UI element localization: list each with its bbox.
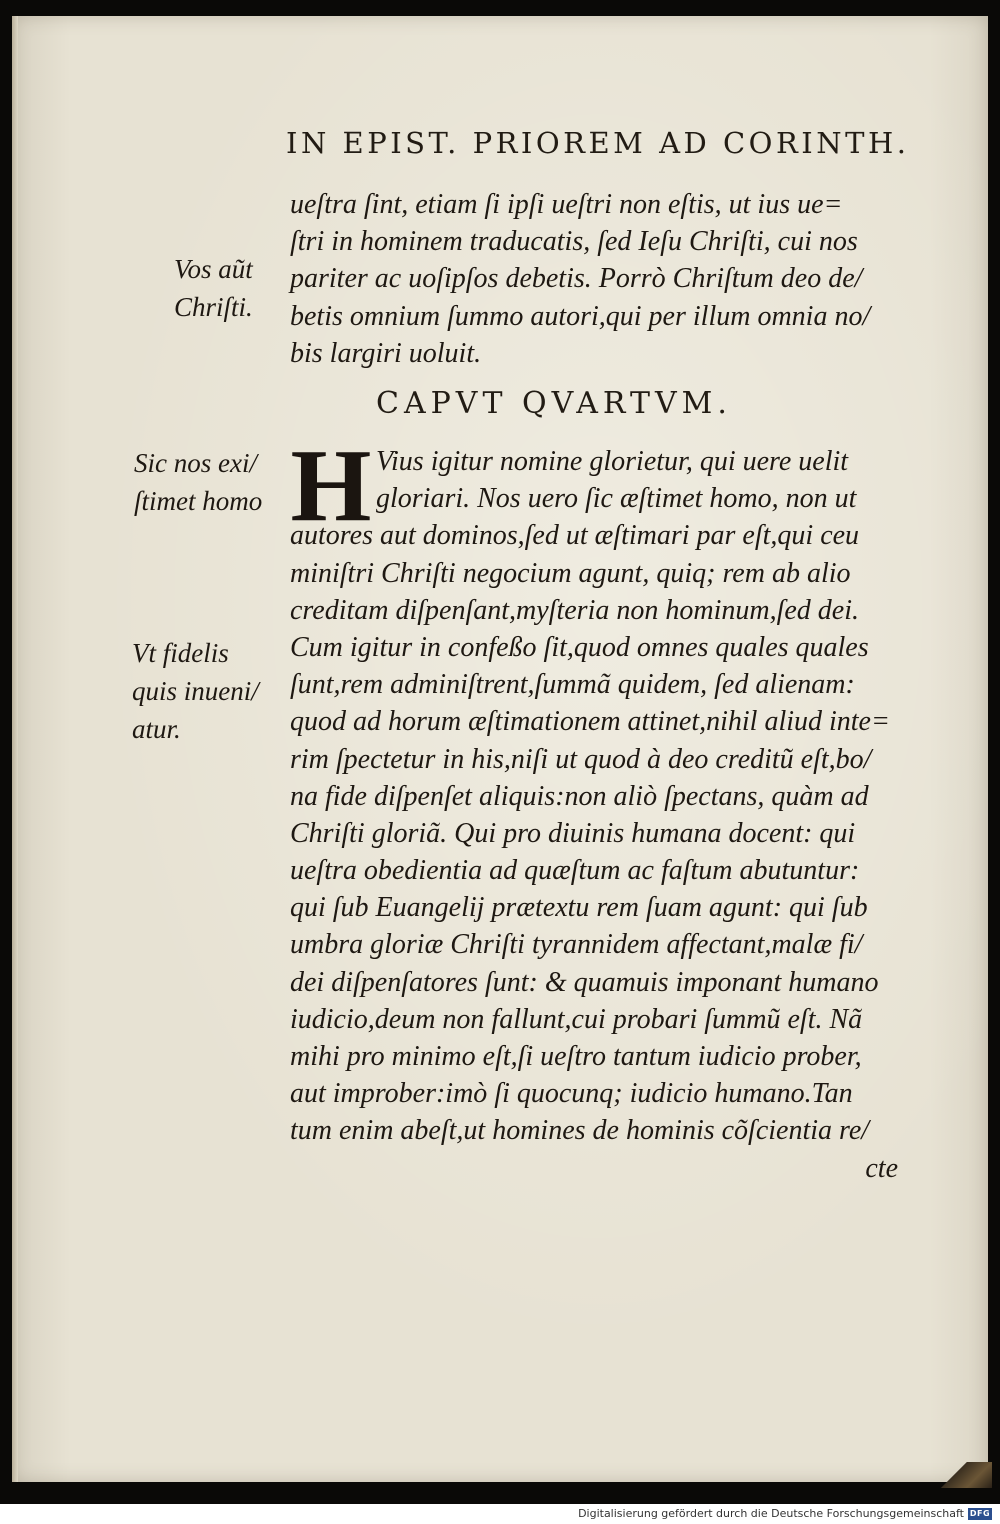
funding-credit: Digitalisierung gefördert durch die Deutsche Forschungsgemeinschaft [578, 1507, 964, 1520]
margin-note-ut-fidelis [132, 634, 282, 748]
chapter-heading: CAPVT QVARTVM. [376, 386, 732, 421]
text-line: iudicio,deum non fallunt,cui probari ſummũ eſt. Nã [290, 1003, 863, 1035]
text-line: ſtri in hominem traducatis, ſed Ieſu Chriſti, cui nos [290, 226, 858, 258]
text-line: umbra gloriæ Chriſti tyrannidem affectant,malæ fi/ [290, 929, 863, 961]
margin-note-line: Sic nos exi/ [134, 448, 257, 478]
margin-note-sic-nos [134, 444, 284, 520]
text-block-chapter [290, 428, 910, 1187]
drop-capital: H [290, 428, 372, 543]
margin-note-line: Chriſti. [174, 292, 253, 322]
catchword: cte [865, 1152, 898, 1184]
text-line: qui ſub Euangelij prætextu rem ſuam agunt: qui ſub [290, 892, 868, 924]
text-line: dei diſpenſatores ſunt: & quamuis imponant humano [290, 966, 879, 998]
text-line: Chriſti gloriã. Qui pro diuinis humana docent: qui [290, 817, 856, 849]
dfg-logo-icon: DFG [969, 1509, 991, 1518]
text-line: ueſtra obedientia ad quæſtum ac faſtum abutuntur: [290, 855, 860, 887]
text-line: Cum igitur in confeßo ſit,quod omnes quales quales [290, 631, 869, 663]
text-line: betis omnium ſummo autori,qui per illum omnia no/ [290, 300, 871, 332]
text-line: na fide diſpenſet aliquis:non aliò ſpectans, quàm ad [290, 780, 869, 812]
text-block-continuation [290, 186, 910, 372]
text-line: mihi pro minimo eſt,ſi ueſtro tantum iudicio prober, [290, 1041, 862, 1072]
margin-note-line: quis inueni/ [132, 676, 259, 706]
text-line: aut improber:imò ſi quocunq; iudicio humano.Tan [290, 1078, 853, 1110]
text-line: rim ſpectetur in his,niſi ut quod à deo creditũ eſt,bo/ [290, 743, 872, 775]
running-header: IN EPIST. PRIOREM AD CORINTH. [286, 126, 910, 160]
text-line: tum enim abeſt,ut homines de hominis cõſcientia re/ [290, 1115, 870, 1147]
footer-bar [0, 1504, 1000, 1524]
margin-note-line: Vt fidelis [132, 638, 229, 668]
margin-note-line: Vos aũt [174, 254, 253, 284]
margin-note-vos-autem [174, 250, 324, 326]
margin-note-line: atur. [132, 714, 181, 744]
text-line: ueſtra ſint, etiam ſi ipſi ueſtri non eſtis, ut ius ue= [290, 189, 843, 220]
text-line: ſunt,rem adminiſtrent,ſummã quidem, ſed alienam: [290, 669, 855, 701]
text-line: quod ad horum æſtimationem attinet,nihil aliud inte= [290, 706, 890, 738]
page-gutter-edge [12, 16, 18, 1482]
page-corner-damage [932, 1462, 992, 1488]
text-line: bis largiri uoluit. [290, 337, 482, 369]
text-line: pariter ac uoſipſos debetis. Porrò Chriſtum deo de/ [290, 263, 863, 295]
text-line: miniſtri Chriſti negocium agunt, quiq; rem ab alio [290, 557, 851, 589]
margin-note-line: ſtimet homo [134, 486, 263, 516]
text-line: autores aut dominos,ſed ut æſtimari par eſt,qui ceu [290, 520, 860, 552]
text-line: Vius igitur nomine glorietur, qui uere uelit [376, 446, 849, 477]
text-line: gloriari. Nos uero ſic æſtimet homo, non ut [376, 483, 857, 515]
text-line: creditam diſpenſant,myſteria non hominum,ſed dei. [290, 594, 859, 626]
